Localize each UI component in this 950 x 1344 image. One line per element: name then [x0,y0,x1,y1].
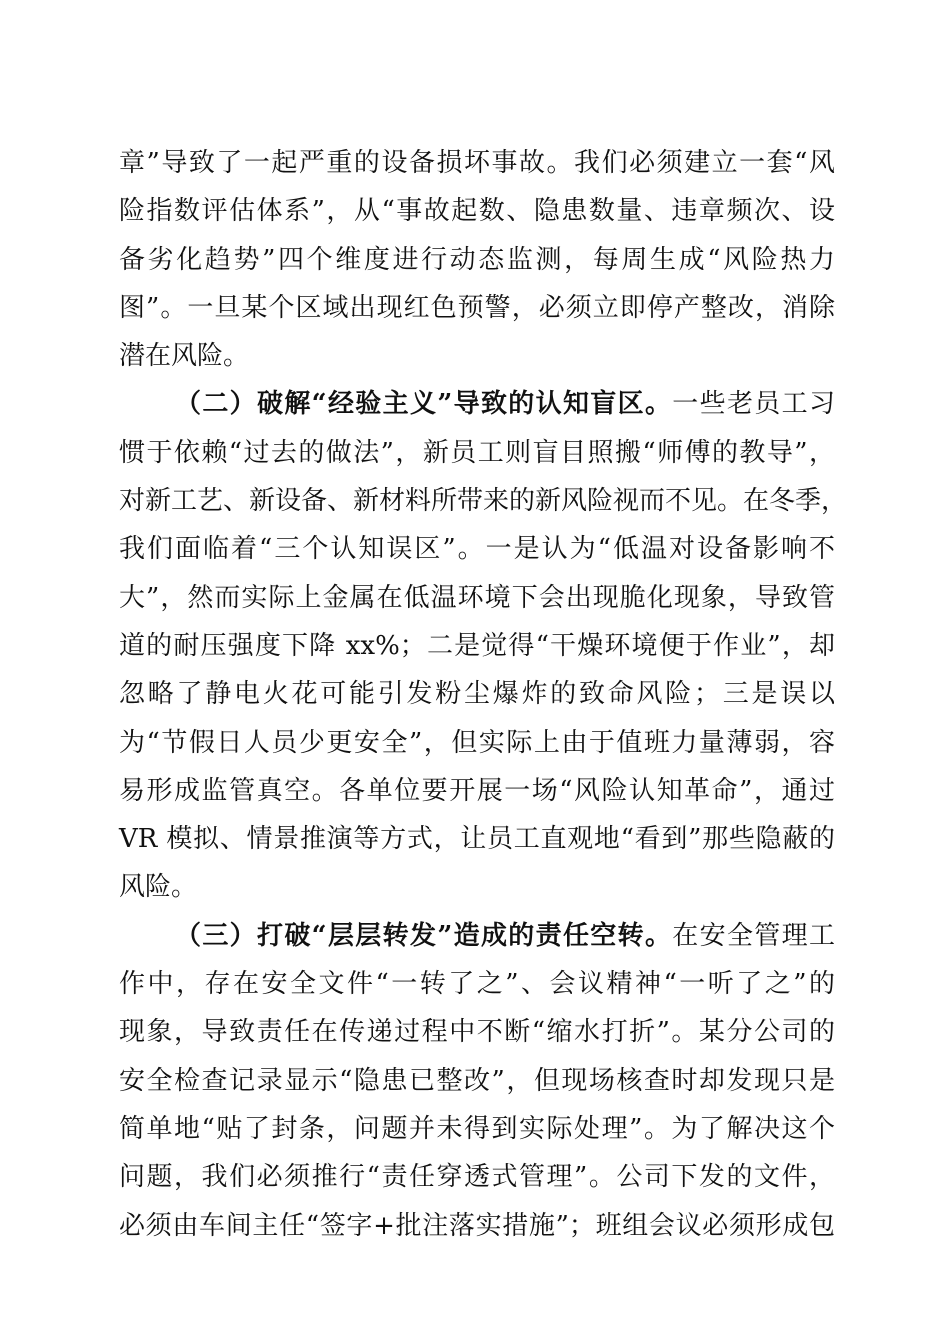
paragraph-line: 忽略了静电火花可能引发粉尘爆炸的致命风险；三是误以 [119,679,835,710]
paragraph-line: 必须由车间主任“签字+批注落实措施”；班组会议必须形成包 [119,1210,835,1241]
paragraph-line: 风险。 [119,872,198,903]
paragraph-line: 对新工艺、新设备、新材料所带来的新风险视而不见。在冬季， [119,486,848,517]
section-heading-line [119,380,835,428]
paragraph-line: 大”，然而实际上金属在低温环境下会出现脆化现象，导致管 [119,582,835,613]
paragraph-line: 问题，我们必须推行“责任穿透式管理”。公司下发的文件， [119,1162,835,1193]
paragraph-line: 图”。一旦某个区域出现红色预警，必须立即停产整改，消除 [119,292,835,323]
paragraph-line: 章”导致了一起严重的设备损坏事故。我们必须建立一套“风 [119,148,835,178]
paragraph-line: 安全检查记录显示“隐患已整改”，但现场核查时却发现只是 [119,1065,835,1096]
heading-line-rest: 一些老员工习 [672,389,835,420]
paragraph-line: 备劣化趋势”四个维度进行动态监测，每周生成“风险热力 [119,244,835,275]
paragraph-line: 作中，存在安全文件“一转了之”、会议精神“一听了之”的 [119,969,835,1000]
paragraph-line: 现象，导致责任在传递过程中不断“缩水打折”。某分公司的 [119,1017,835,1048]
paragraph-line: 易形成监管真空。各单位要开展一场“风险认知革命”，通过 [119,775,835,806]
paragraph-line: 惯于依赖“过去的做法”，新员工则盲目照搬“师傅的教导”， [119,437,835,468]
paragraph-line: 简单地“贴了封条，问题并未得到实际处理”。为了解决这个 [119,1113,835,1144]
heading-line-rest: 在安全管理工 [672,920,835,951]
section-heading: （二）破解“经验主义”导致的认知盲区。 [175,389,673,420]
section-heading-line [119,912,835,960]
paragraph-line: 为“节假日人员少更安全”，但实际上由于值班力量薄弱，容 [119,727,835,758]
document-body [119,139,848,1250]
paragraph-line: 潜在风险。 [119,341,250,372]
paragraph-line: 我们面临着“三个认知误区”。一是认为“低温对设备影响不 [119,534,835,565]
paragraph-line: VR 模拟、情景推演等方式，让员工直观地“看到”那些隐蔽的 [119,824,835,855]
section-heading: （三）打破“层层转发”造成的责任空转。 [175,920,673,951]
paragraph-line: 险指数评估体系”，从“事故起数、隐患数量、违章频次、设 [119,196,835,227]
paragraph-line: 道的耐压强度下降 xx%；二是觉得“干燥环境便于作业”，却 [119,630,835,661]
